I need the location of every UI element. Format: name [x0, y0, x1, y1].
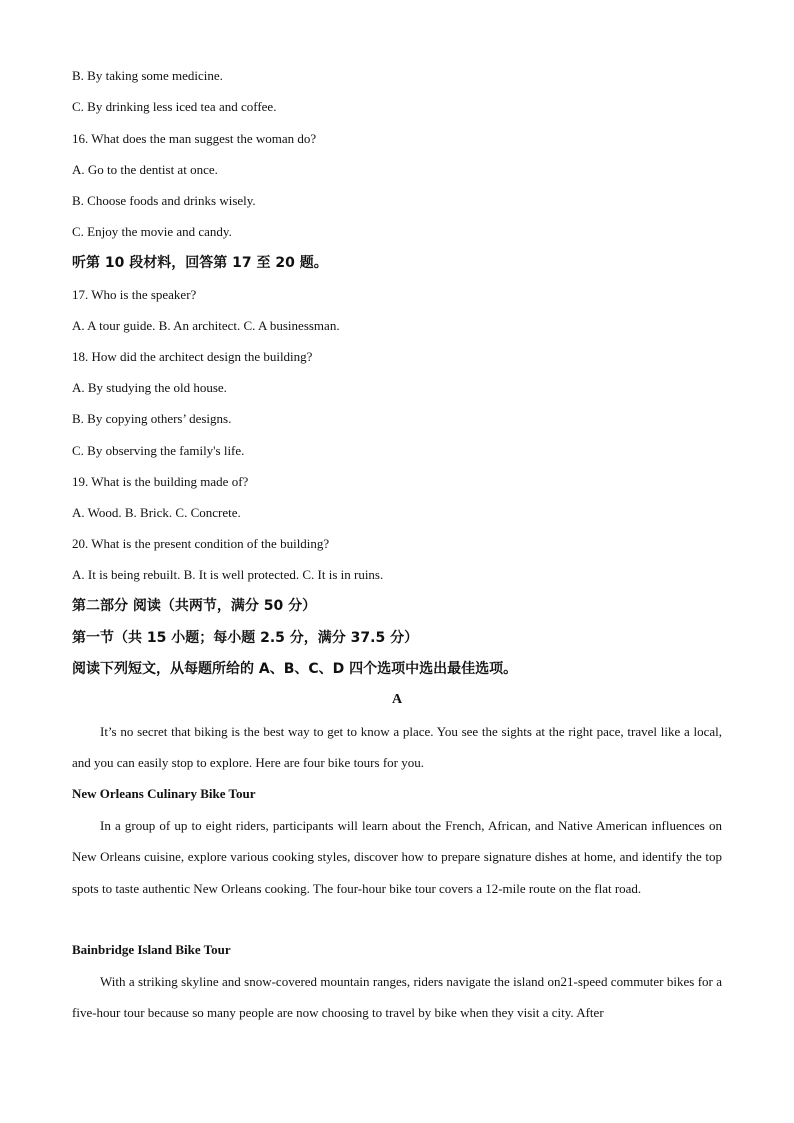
q19-question: 19. What is the building made of?: [72, 474, 249, 489]
q18-question: 18. How did the architect design the building?: [72, 349, 313, 364]
q19-options: A. Wood. B. Brick. C. Concrete.: [72, 505, 241, 520]
q17-question: 17. Who is the speaker?: [72, 287, 197, 302]
reading-part-title: 第二部分 阅读（共两节，满分 50 分）: [72, 598, 317, 614]
q18-option-b: B. By copying others’ designs.: [72, 411, 232, 426]
q20-options: A. It is being rebuilt. B. It is well protected. C. It is in ruins.: [72, 567, 384, 582]
q15-option-c: C. By drinking less iced tea and coffee.: [72, 99, 277, 114]
q16-question: 16. What does the man suggest the woman do?: [72, 131, 317, 146]
q18-option-c: C. By observing the family's life.: [72, 443, 245, 458]
tour2-text: With a striking skyline and snow-covered mountain ranges, riders navigate the island on21-speed commuter bikes for a five-hour tour because so many people are now choosing to travel by bike when they visit a city. After: [72, 974, 722, 1021]
q20-question: 20. What is the present condition of the building?: [72, 536, 330, 551]
q17-options: A. A tour guide. B. An architect. C. A businessman.: [72, 318, 340, 333]
q16-option-c: C. Enjoy the movie and candy.: [72, 224, 232, 239]
reading-instruction: 阅读下列短文，从每题所给的 A、B、C、D 四个选项中选出最佳选项。: [72, 661, 518, 677]
q15-option-b: B. By taking some medicine.: [72, 68, 223, 83]
tour2-title: Bainbridge Island Bike Tour: [72, 942, 231, 957]
passage-label: A: [391, 692, 403, 707]
passage-intro: It’s no secret that biking is the best way to get to know a place. You see the sights at the right pace, travel like a local, and you can easily stop to explore. Here are four bike tours for you.: [72, 724, 722, 771]
section10-header: 听第 10 段材料，回答第 17 至 20 题。: [72, 255, 328, 271]
q18-option-a: A. By studying the old house.: [72, 380, 227, 395]
q16-option-b: B. Choose foods and drinks wisely.: [72, 193, 256, 208]
tour1-title: New Orleans Culinary Bike Tour: [72, 786, 256, 801]
tour1-text: In a group of up to eight riders, participants will learn about the French, African, and Native American influences on New Orleans cuisine, explore various cooking styles, discover how to prepare signature dishes at home, and identify the top spots to taste authentic New Orleans cooking. The four-hour bike tour covers a 12-mile route on the flat road.: [72, 818, 722, 896]
reading-section-title: 第一节（共 15 小题；每小题 2.5 分，满分 37.5 分）: [72, 630, 419, 646]
q16-option-a: A. Go to the dentist at once.: [72, 162, 218, 177]
